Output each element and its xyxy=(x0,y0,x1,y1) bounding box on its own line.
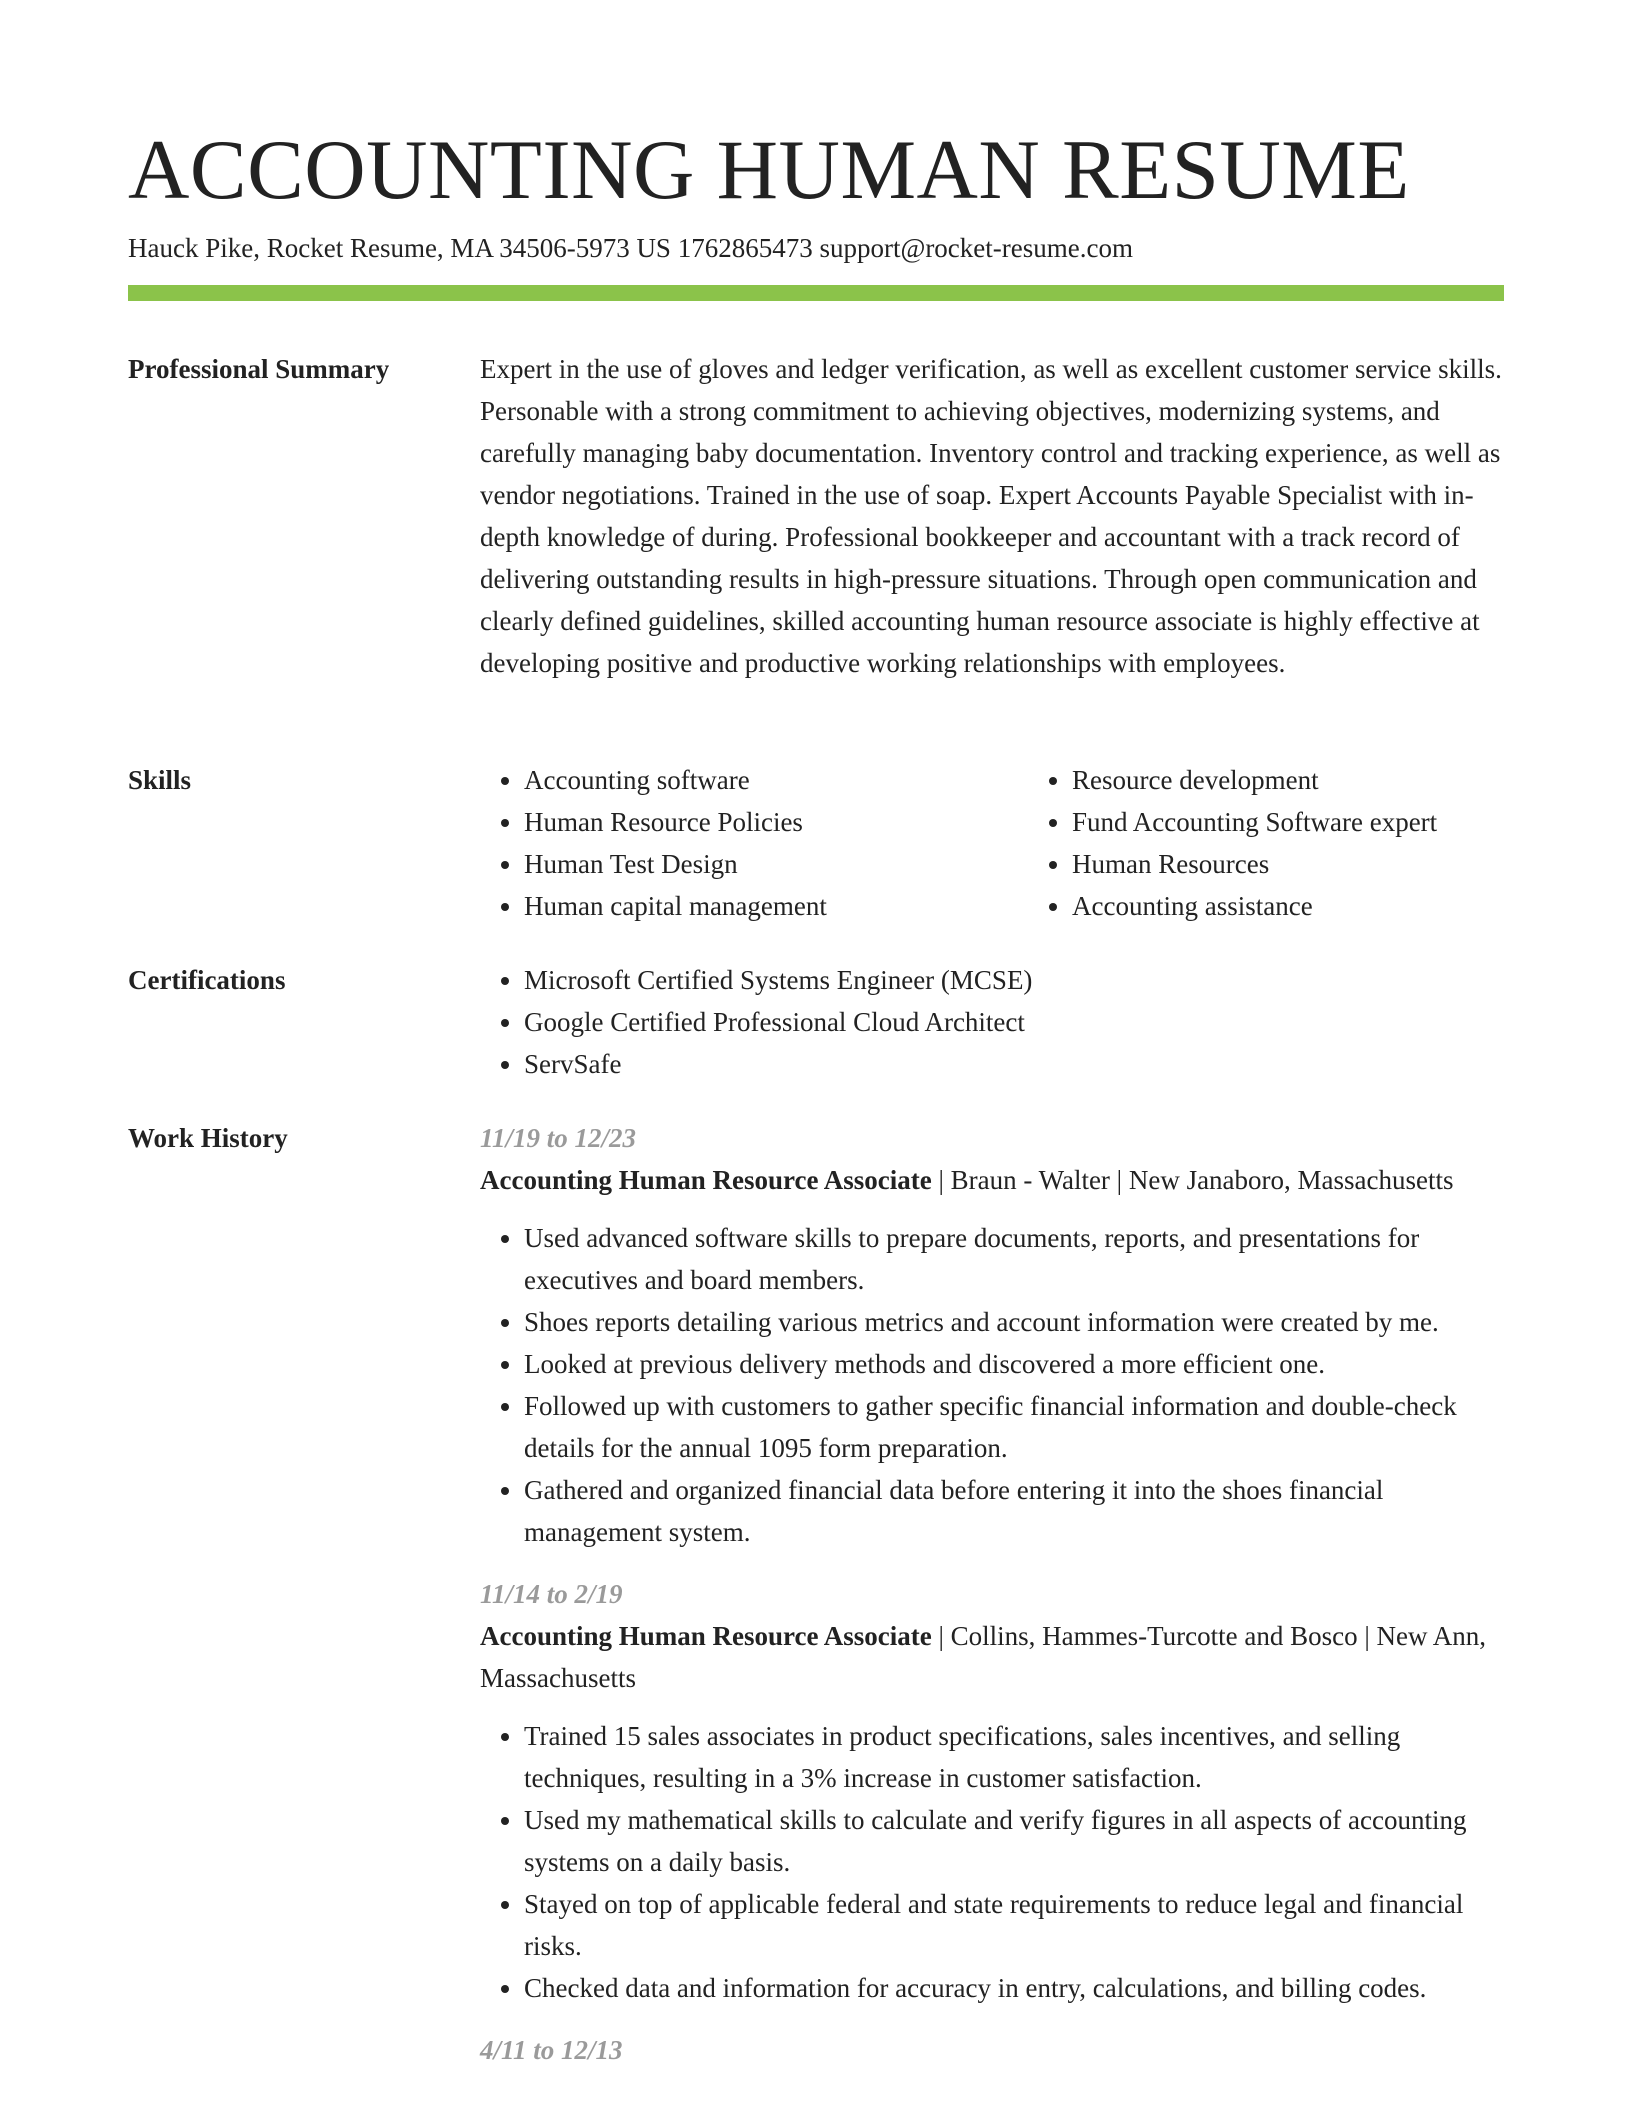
resume-title: ACCOUNTING HUMAN RESUME xyxy=(128,123,1410,217)
section-label: Skills xyxy=(128,765,192,795)
summary-text: Expert in the use of gloves and ledger verification, as well as excellent customer service skills. Personable with a strong commitment to achieving objectives, modernizing systems, and carefully managing baby documentation. Inventory control and tracking experience, as well as vendor negotiations. Trained in the use of soap. Expert Accounts Payable Specialist with in-depth knowledge of during. Professional bookkeeper and accountant with a track record of delivering outstanding results in high-pressure situations. Through open communication and clearly defined guidelines, skilled accounting human resource associate is highly effective at developing positive and productive working relationships with employees. xyxy=(480,354,1502,678)
section-body xyxy=(480,959,1504,1085)
skill-item: • Human Test Design xyxy=(524,843,984,885)
job-bullets xyxy=(480,1217,1504,1553)
job-dates: 11/19 to 12/23 xyxy=(480,1123,637,1153)
skill-item: • Resource development xyxy=(1072,759,1532,801)
skills-columns xyxy=(480,759,1504,927)
skill-item: • Accounting assistance xyxy=(1072,885,1532,927)
job-bullet: • Stayed on top of applicable federal and state requirements to reduce legal and financial risks. xyxy=(524,1883,1504,1967)
certifications-list xyxy=(480,959,1504,1085)
skills-list-right xyxy=(1028,759,1532,927)
section-label: Work History xyxy=(128,1123,288,1153)
job-bullet: • Looked at previous delivery methods and discovered a more efficient one. xyxy=(524,1343,1504,1385)
accent-divider xyxy=(128,285,1504,301)
skill-item: • Human Resources xyxy=(1072,843,1532,885)
job-bullet: • Followed up with customers to gather specific financial information and double-check details for the annual 1095 form preparation. xyxy=(524,1385,1504,1469)
job-entry xyxy=(480,2029,1504,2071)
section-label: Professional Summary xyxy=(128,354,390,384)
job-bullet: • Trained 15 sales associates in product specifications, sales incentives, and selling techniques, resulting in a 3% increase in customer satisfaction. xyxy=(524,1715,1504,1799)
job-bullets xyxy=(480,1715,1504,2009)
skill-item: • Human capital management xyxy=(524,885,984,927)
job-title: Accounting Human Resource Associate xyxy=(480,1165,932,1195)
job-details: | Braun - Walter | New Janaboro, Massachusetts xyxy=(931,1165,1454,1195)
section-body xyxy=(480,759,1504,927)
section-body xyxy=(480,348,1504,684)
job-entry xyxy=(480,1573,1504,2009)
skills-list-left xyxy=(480,759,984,927)
job-bullet: • Gathered and organized financial data before entering it into the shoes financial management system. xyxy=(524,1469,1504,1553)
job-dates: 11/14 to 2/19 xyxy=(480,1579,623,1609)
skill-item: • Human Resource Policies xyxy=(524,801,984,843)
certification-item: • Microsoft Certified Systems Engineer (MCSE) xyxy=(524,959,1504,1001)
job-bullet: • Used advanced software skills to prepare documents, reports, and presentations for executives and board members. xyxy=(524,1217,1504,1301)
certification-item: • ServSafe xyxy=(524,1043,1504,1085)
skill-item: • Accounting software xyxy=(524,759,984,801)
job-entry xyxy=(480,1117,1504,1553)
section-body xyxy=(480,1117,1504,2091)
job-dates: 4/11 to 12/13 xyxy=(480,2035,623,2065)
section-label: Certifications xyxy=(128,965,286,995)
job-title: Accounting Human Resource Associate xyxy=(480,1621,932,1651)
certification-item: • Google Certified Professional Cloud Architect xyxy=(524,1001,1504,1043)
skill-item: • Fund Accounting Software expert xyxy=(1072,801,1532,843)
job-heading xyxy=(480,1159,1504,1201)
job-bullet: • Checked data and information for accuracy in entry, calculations, and billing codes. xyxy=(524,1967,1504,2009)
job-details: | Collins, Hammes-Turcotte and Bosco | New Ann, Massachusetts xyxy=(480,1621,1487,1693)
job-bullet: • Shoes reports detailing various metrics and account information were created by me. xyxy=(524,1301,1504,1343)
contact-line: Hauck Pike, Rocket Resume, MA 34506-5973 US 1762865473 support@rocket-resume.com xyxy=(128,233,1133,263)
job-heading xyxy=(480,1615,1504,1699)
job-bullet: • Used my mathematical skills to calculate and verify figures in all aspects of accounting systems on a daily basis. xyxy=(524,1799,1504,1883)
